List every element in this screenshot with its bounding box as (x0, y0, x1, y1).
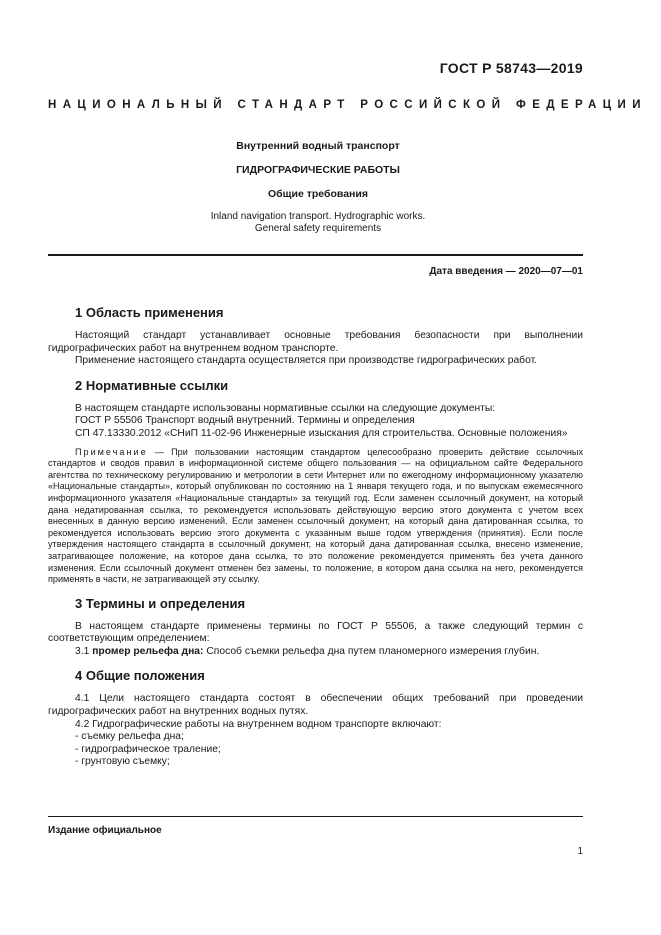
official-edition-label: Издание официальное (48, 825, 162, 836)
section-2-paragraph-1: В настоящем стандарте использованы нормативные ссылки на следующие документы: (75, 402, 496, 414)
term-definition (48, 646, 583, 659)
section-1-heading: 1 Область применения (75, 305, 224, 320)
section-4-heading: 4 Общие положения (75, 668, 205, 684)
section-4-paragraph-1: 4.1 Цели настоящего стандарта состоят в обеспечении общих требований при проведении гидрографических работ на внутренних водных путях. (48, 693, 583, 718)
section-4-paragraph-2: 4.2 Гидрографические работы на внутреннем водном транспорте включают: (75, 718, 442, 730)
section-2-heading: 2 Нормативные ссылки (75, 377, 229, 393)
list-item: - гидрографическое траление; (75, 743, 221, 755)
section-2-reference-1: ГОСТ Р 55506 Транспорт водный внутренний. Термины и определения (75, 415, 415, 427)
term-number: 3.1 (75, 645, 93, 657)
note-label: Примечание (75, 446, 148, 457)
title-line-3: Общие требования (268, 188, 368, 200)
note-text: — При пользовании настоящим стандартом целесообразно проверить действие ссылочных стандартов и сводов правил в информационной системе общего пользования — на официальном сайте Федерального агентства по техническому регулированию и метрологии в сети Интернет или по ежегодному информационному указателю «Национальные стандарты», который опубликован по состоянию на 1 января текущего года, и по выпускам ежемесячного информационного указателя «Национальные стандарты» за текущий год. Если заменен ссылочный документ, на который дана недатированная ссылка, то рекомендуется использовать действующую версию этого документа с учетом всех внесенных в данную версию изменений. Если заменен ссылочный документ, на который дана датированная ссылка, то рекомендуется использовать версию этого документа с указанным выше годом утверждения (принятия). Если после утверждения настоящего стандарта в ссылочный документ, на который дана датированная ссылка, внесено изменение, затрагивающее положение, на которое дана ссылка, то это положение рекомендуется применять без учета данного изменения. Если ссылочный документ отменен без замены, то положение, в котором дана ссылка на него, рекомендуется применять в части, не затрагивающей эту ссылку. (48, 446, 583, 585)
section-2-note (48, 447, 583, 586)
english-title-2: General safety requirements (254, 223, 382, 234)
list-item: - грунтовую съемку; (75, 756, 170, 768)
introduction-date: Дата введения — 2020—07—01 (429, 266, 583, 277)
section-1-paragraph-2: Применение настоящего стандарта осуществляется при производстве гидрографических работ. (75, 355, 538, 367)
section-3-paragraph-1: В настоящем стандарте применены термины по ГОСТ Р 55506, а также следующий термин с соответствующим определением: (48, 620, 583, 645)
national-standard-banner: НАЦИОНАЛЬНЫЙ СТАНДАРТ РОССИЙСКОЙ ФЕДЕРАЦИИ (48, 99, 647, 111)
title-line-1: Внутренний водный транспорт (236, 140, 400, 152)
title-line-2: ГИДРОГРАФИЧЕСКИЕ РАБОТЫ (236, 164, 400, 176)
footer-divider (48, 816, 583, 817)
section-3-heading: 3 Термины и определения (75, 595, 246, 611)
section-2-reference-2: СП 47.13330.2012 «СНиП 11-02-96 Инженерные изыскания для строительства. Основные положения» (75, 427, 568, 439)
standard-code: ГОСТ Р 58743—2019 (439, 60, 583, 76)
term-definition-text: Способ съемки рельефа дна путем планомерного измерения глубин. (203, 645, 540, 657)
page-number: 1 (577, 846, 583, 857)
english-title-1: Inland navigation transport. Hydrographic works. (210, 211, 426, 222)
title-divider (48, 254, 583, 256)
section-1-paragraph-1: Настоящий стандарт устанавливает основные требования безопасности при выполнении гидрографических работ на внутреннем водном транспорте. (48, 330, 583, 354)
document-body (48, 305, 583, 769)
term-name: промер рельефа дна: (92, 645, 204, 657)
list-item: - съемку рельефа дна; (75, 731, 184, 743)
